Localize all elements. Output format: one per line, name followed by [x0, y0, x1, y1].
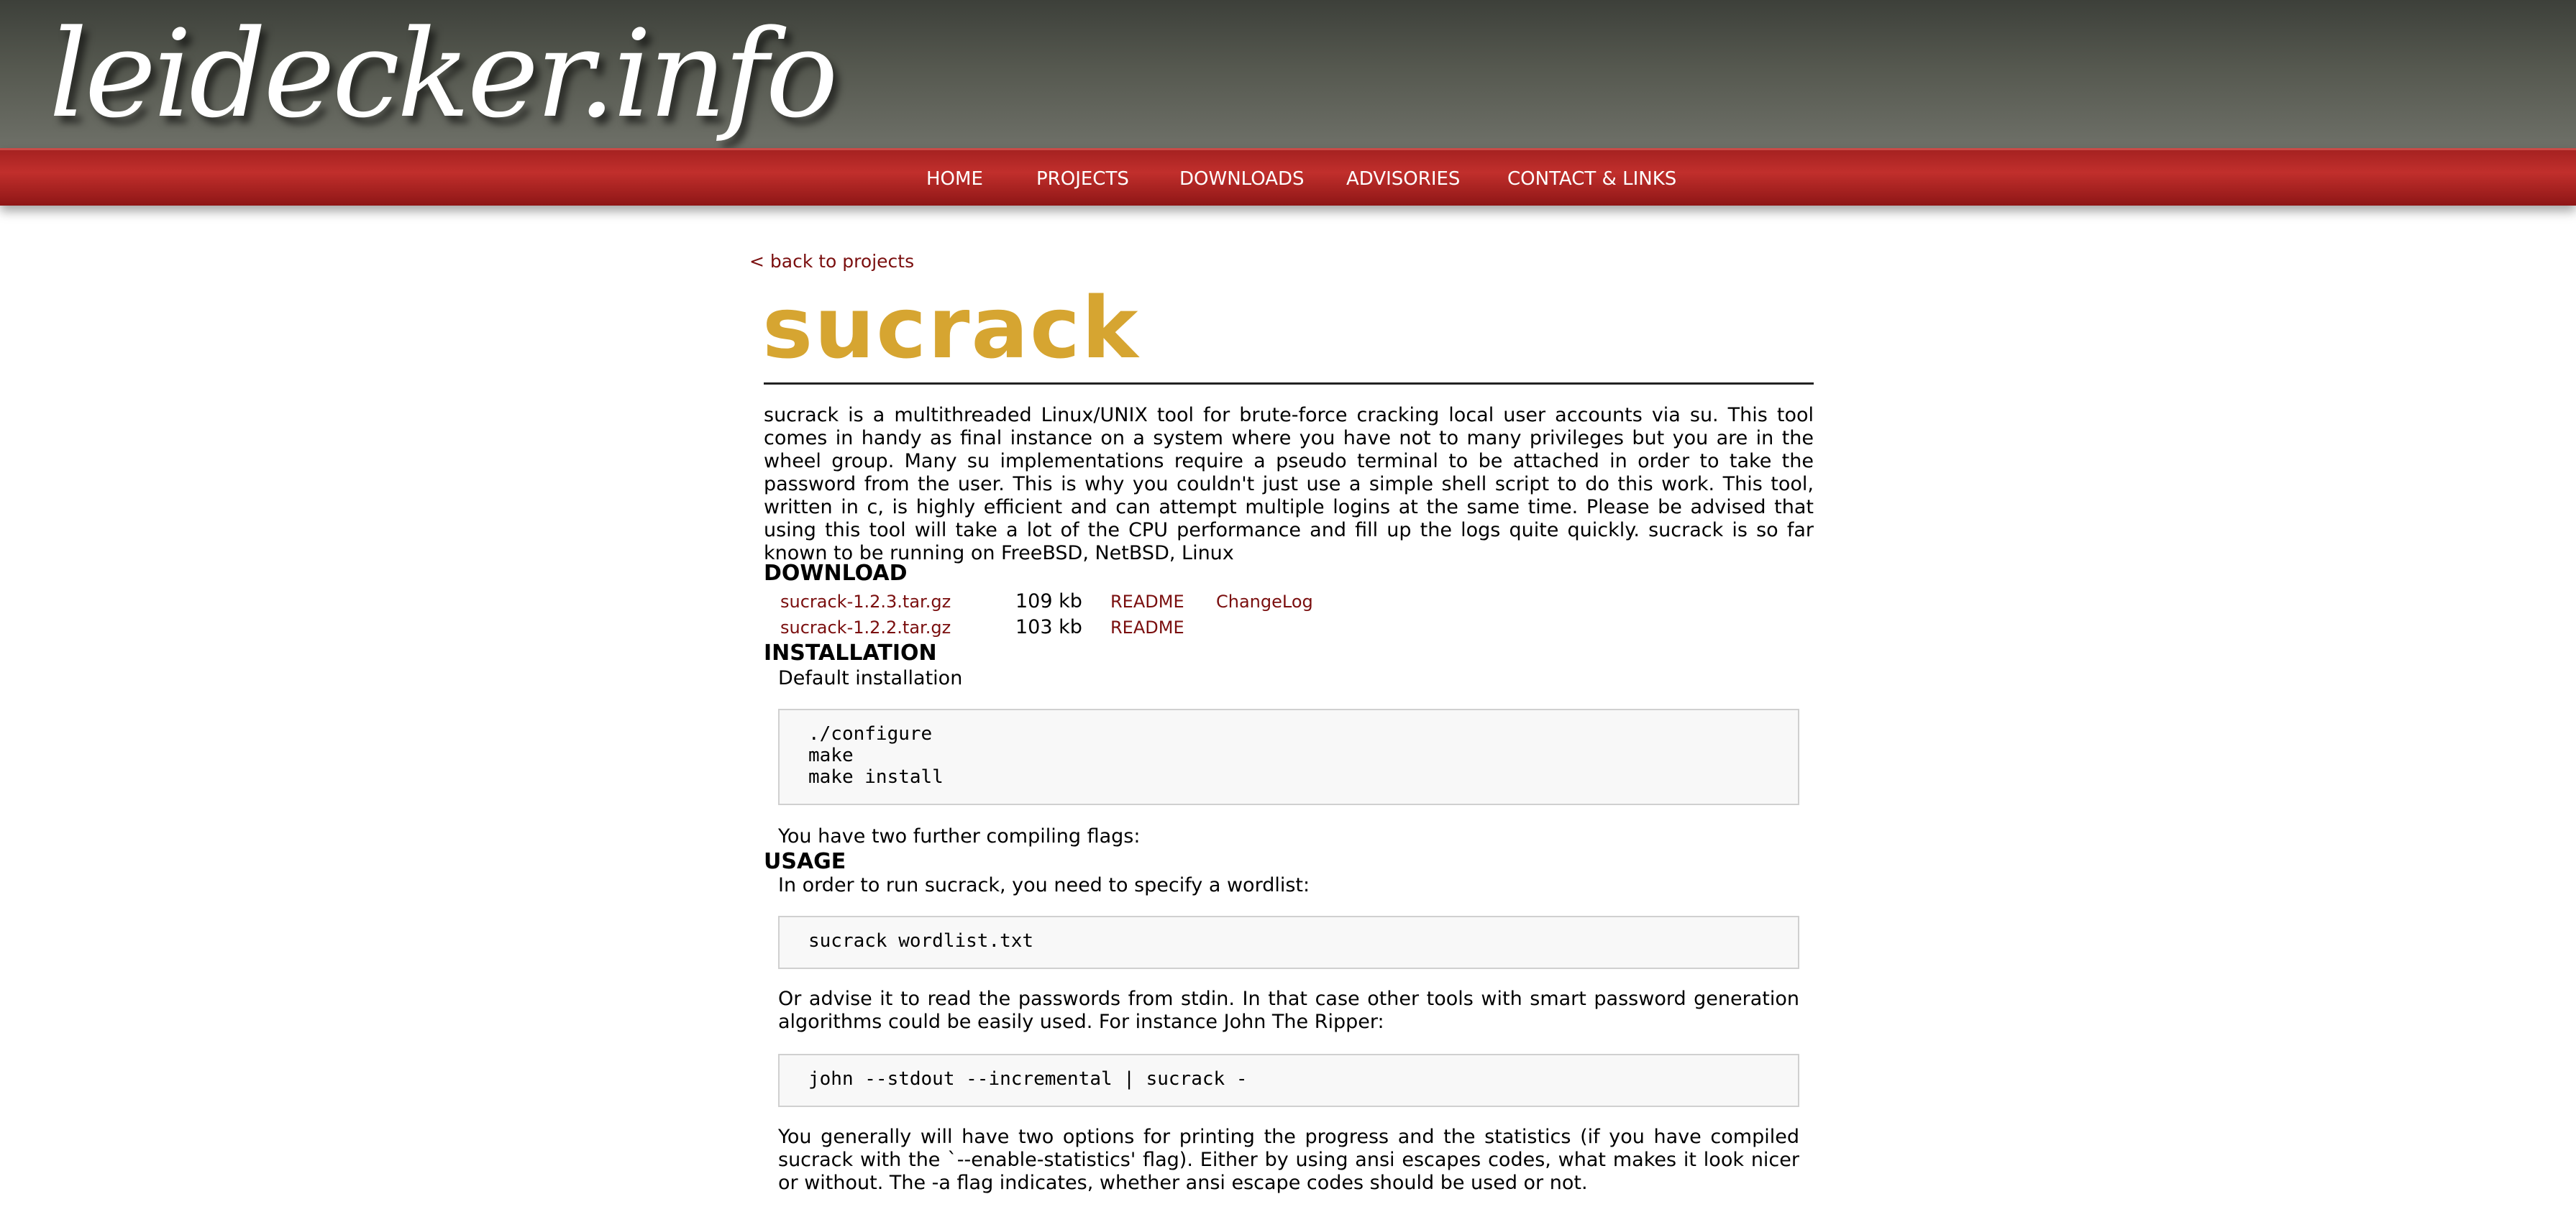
- download-file-link[interactable]: sucrack-1.2.3.tar.gz: [780, 592, 951, 612]
- usage-statistics-text: You generally will have two options for printing the progress and the statistics (if you have compiled sucrack with the `--enable-statistics' flag). Either by using ansi escapes codes, what makes it look nicer or without. The -a flag indicates, whether ansi escape codes should be used or not.: [778, 1126, 1799, 1194]
- usage-heading: USAGE: [764, 849, 846, 874]
- usage-stdin-text: Or advise it to read the passwords from stdin. In that case other tools with smart password generation algorithms could be easily used. For instance John The Ripper:: [778, 988, 1799, 1033]
- nav-downloads[interactable]: DOWNLOADS: [1179, 168, 1305, 190]
- compile-flags-note: You have two further compiling flags:: [778, 825, 1141, 848]
- download-file-size: 109 kb: [1015, 590, 1082, 612]
- installation-subheading: Default installation: [778, 667, 963, 689]
- readme-link[interactable]: README: [1110, 592, 1184, 612]
- site-logo[interactable]: leidecker.info: [49, 4, 836, 144]
- back-to-projects-link[interactable]: < back to projects: [749, 251, 915, 272]
- changelog-link[interactable]: ChangeLog: [1216, 592, 1313, 612]
- download-heading: DOWNLOAD: [764, 561, 908, 586]
- readme-link[interactable]: README: [1110, 618, 1184, 638]
- usage-code-wordlist: sucrack wordlist.txt: [778, 916, 1799, 969]
- usage-intro: In order to run sucrack, you need to specify a wordlist:: [778, 874, 1310, 896]
- nav-projects[interactable]: PROJECTS: [1036, 168, 1129, 190]
- site-header: [0, 0, 2576, 148]
- download-file-size: 103 kb: [1015, 616, 1082, 638]
- title-divider: [764, 382, 1814, 385]
- download-file-link[interactable]: sucrack-1.2.2.tar.gz: [780, 618, 951, 638]
- nav-advisories[interactable]: ADVISORIES: [1346, 168, 1461, 190]
- install-code-block: ./configure make make install: [778, 709, 1799, 805]
- installation-heading: INSTALLATION: [764, 641, 937, 666]
- nav-contact-links[interactable]: CONTACT & LINKS: [1507, 168, 1677, 190]
- nav-home[interactable]: HOME: [926, 168, 983, 190]
- usage-code-john: john --stdout --incremental | sucrack -: [778, 1054, 1799, 1107]
- project-logo: sucrack: [762, 278, 1140, 377]
- project-description: sucrack is a multithreaded Linux/UNIX tool for brute-force cracking local user accounts via su. This tool comes in handy as final instance on a system where you have not to many privileges but you are in the wheel group. Many su implementations require a pseudo terminal to be attached in order to take the password from the user. This is why you couldn't just use a simple shell script to do this work. This tool, written in c, is highly efficient and can attempt multiple logins at the same time. Please be advised that using this tool will take a lot of the CPU performance and fill up the logs quite quickly. sucrack is so far known to be running on FreeBSD, NetBSD, Linux: [764, 404, 1814, 564]
- main-nav: [0, 148, 2576, 206]
